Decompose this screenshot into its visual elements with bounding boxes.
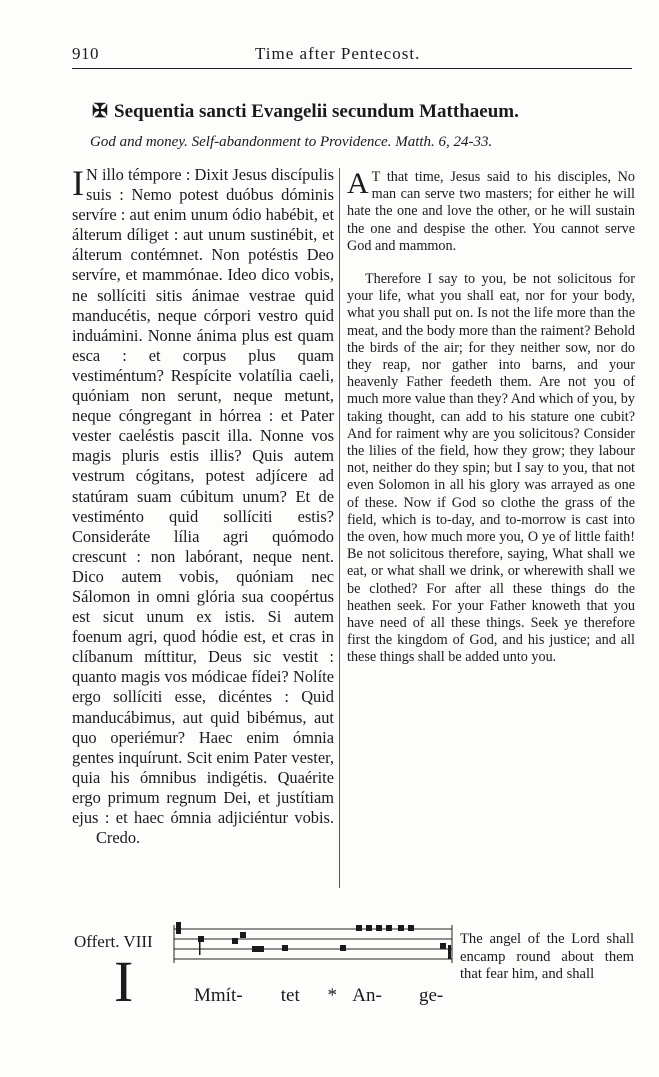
latin-paragraph (72, 165, 334, 848)
cross-icon: ✠ (92, 101, 108, 122)
gospel-title (90, 100, 630, 123)
gospel-title-text: Sequentia sancti Evangelii secundum Matthaeum. (114, 101, 519, 122)
latin-column (72, 165, 334, 848)
english-column (347, 169, 635, 667)
english-text-1: T that time, Jesus said to his disciples, No man can serve two masters; for either he will hate the one and love the other, or he will sustain the one and despise the other. You cannot serve God and mammon. (347, 169, 635, 254)
credo-label: Credo. (96, 828, 141, 848)
running-title: Time after Pentecost. (255, 44, 421, 63)
syllable: Mmít- (194, 985, 243, 1006)
header-rule (72, 68, 632, 69)
latin-text: N illo témpore : Dixit Jesus discípulis suis : Nemo potest duóbus dóminis servíre : aut enim unum ódio habébit, et álterum díliget : aut unum sustinébit, et álterum contémnet. Non potéstis Deo servíre, et mammónae. Ideo dico vobis, ne sollíciti sitis ánimae vestrae quid manducétis, neque córpori vestro quid induámini. Nonne ánima plus est quam esca : et corpus plus quam vestiméntum? Respícite volatília caeli, quóniam non serunt, neque metunt, neque cóngregant in hórrea : et Pater vester caeléstis pascit illa. Nonne vos magis pluris estis illis? Quis autem vestrum cógitans, potest adjícere ad statúram suam cúbitum unum? Et de vestiménto quid sollíciti estis? Consideráte lília agri quómodo crescunt : non labórant, neque nent. Dico autem vobis, quóniam nec Sálomon in omni glória sua coopértus est sicut unum ex istis. Si autem foenum agri, quod hódie est, et cras in clíbanum míttitur, Deus sic vestit : quanto magis vos módicae fídei? Nolíte ergo sollíciti esse, dicéntes : Quid manducábimus, aut quid bibémus, aut quo operiémur? Haec enim ómnia gentes inquírunt. Scit enim Pater vester, quia his ómnibus indigétis. Quaérite ergo primum regnum Dei, et justítiam ejus : et haec ómnia adjiciéntur vobis. (72, 165, 334, 827)
offertory-translation: The angel of the Lord shall encamp round about them that fear him, and shall (460, 931, 634, 983)
chant-staff (172, 919, 454, 967)
running-header (72, 40, 632, 68)
english-drop-initial: A (347, 167, 369, 200)
gospel-subtitle: God and money. Self-abandonment to Providence. Matth. 6, 24-33. (90, 134, 493, 150)
offertory-label: Offert. VIII (74, 932, 153, 951)
column-divider (339, 168, 340, 888)
syllable-asterisk: * (327, 985, 337, 1006)
syllable: tet (280, 985, 300, 1006)
syllable: An- (352, 985, 382, 1006)
chant-syllables (194, 985, 449, 1007)
offertory-section (72, 915, 642, 1015)
offertory-initial: I (114, 949, 134, 1014)
neumes (176, 922, 451, 959)
english-paragraph-2: Therefore I say to you, be not solicitous for your life, what you shall eat, nor for your body, what you shall put on. Is not the life more than the meat, and the body more than the raiment? Behold the birds of the air; for they neither sow, nor do they reap, nor gather into barns, and your heavenly Father feedeth them. Are not you of much more value than they? And which of you, by taking thought, can add to his stature one cubit? And for raiment why are you solicitous? Consider the lilies of the field, how they grow; they labour not, neither do they spin; but I say to you, that not even Solomon in all his glory was arrayed as one of these. Now if God so clothe the grass of the field, which is to-day, and to-morrow is cast into the oven, how much more you, O ye of little faith! Be not solicitous therefore, saying, What shall we eat, or what shall we drink, or wherewith shall we be clothed? For after all these things do the heathen seek. For your Father knoweth that you have need of all these things. Seek ye therefore first the kingdom of God, and his justice; and all these things shall be added unto you. (347, 271, 635, 666)
syllable: ge- (419, 985, 444, 1006)
page-number: 910 (72, 44, 99, 63)
latin-drop-initial: I (72, 163, 84, 203)
english-paragraph-1 (347, 169, 635, 255)
